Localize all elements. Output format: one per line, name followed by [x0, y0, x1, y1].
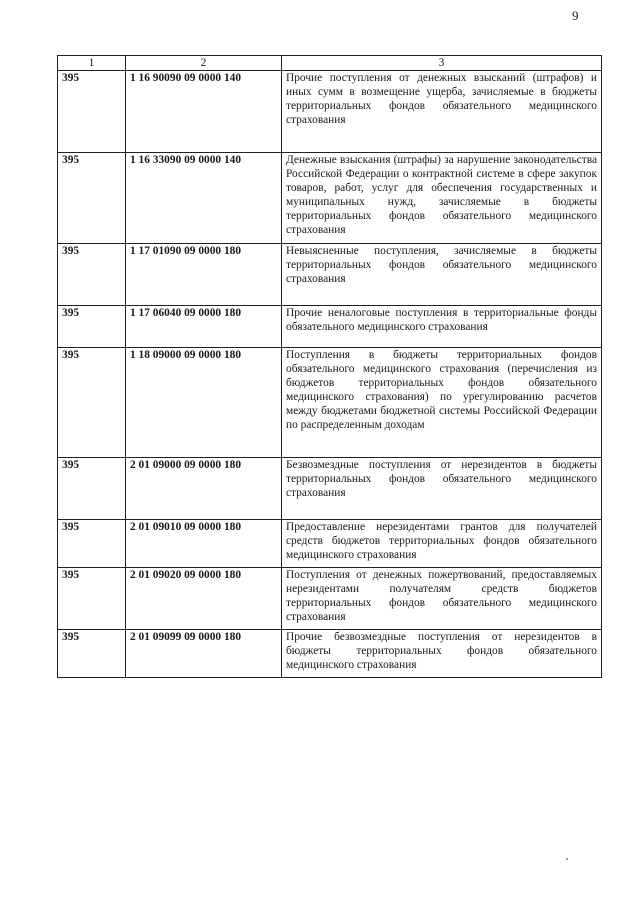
admin-code-cell: 395	[58, 244, 126, 306]
description-cell: Безвозмездные поступления от нерезидентов в бюджеты территориальных фондов обязательного медицинского страхования	[282, 458, 602, 520]
admin-code-cell: 395	[58, 520, 126, 568]
description-cell: Денежные взыскания (штрафы) за нарушение законодательства Российской Федерации о контрактной системе в сфере закупок товаров, работ, услуг для обеспечения государственных и муниципальных нужд, зачисляемые в бюджеты территориальных фондов обязательного медицинского страхования	[282, 153, 602, 244]
scan-speck	[566, 858, 568, 860]
admin-code-cell: 395	[58, 458, 126, 520]
table-row	[58, 153, 602, 244]
kbk-code-cell: 1 16 33090 09 0000 140	[126, 153, 282, 244]
column-header: 3	[282, 56, 602, 71]
table-row	[58, 306, 602, 348]
description-cell: Предоставление нерезидентами грантов для получателей средств бюджетов территориальных фондов обязательного медицинского страхования	[282, 520, 602, 568]
description-cell: Прочие безвозмездные поступления от нерезидентов в бюджеты территориальных фондов обязательного медицинского страхования	[282, 630, 602, 678]
admin-code-cell: 395	[58, 71, 126, 153]
kbk-code-cell: 2 01 09020 09 0000 180	[126, 568, 282, 630]
description-cell: Прочие неналоговые поступления в территориальные фонды обязательного медицинского страхования	[282, 306, 602, 348]
table-row	[58, 71, 602, 153]
table-row	[58, 458, 602, 520]
admin-code-cell: 395	[58, 153, 126, 244]
column-header: 1	[58, 56, 126, 71]
revenue-codes-table	[57, 55, 602, 678]
table-row	[58, 520, 602, 568]
admin-code-cell: 395	[58, 630, 126, 678]
page-number: 9	[572, 8, 579, 23]
table-row	[58, 244, 602, 306]
admin-code-cell: 395	[58, 348, 126, 458]
table-row	[58, 568, 602, 630]
description-cell: Невыясненные поступления, зачисляемые в бюджеты территориальных фондов обязательного медицинского страхования	[282, 244, 602, 306]
kbk-code-cell: 2 01 09000 09 0000 180	[126, 458, 282, 520]
description-cell: Прочие поступления от денежных взысканий (штрафов) и иных сумм в возмещение ущерба, зачисляемые в бюджеты территориальных фондов обязательного медицинского страхования	[282, 71, 602, 153]
header-row	[58, 56, 602, 71]
table-row	[58, 348, 602, 458]
kbk-code-cell: 1 17 06040 09 0000 180	[126, 306, 282, 348]
kbk-code-cell: 1 18 09000 09 0000 180	[126, 348, 282, 458]
kbk-code-cell: 1 17 01090 09 0000 180	[126, 244, 282, 306]
admin-code-cell: 395	[58, 306, 126, 348]
kbk-code-cell: 2 01 09099 09 0000 180	[126, 630, 282, 678]
admin-code-cell: 395	[58, 568, 126, 630]
column-header: 2	[126, 56, 282, 71]
description-cell: Поступления от денежных пожертвований, предоставляемых нерезидентами получателям средств бюджетов территориальных фондов обязательного медицинского страхования	[282, 568, 602, 630]
description-cell: Поступления в бюджеты территориальных фондов обязательного медицинского страхования (перечисления из бюджетов территориальных фондов обязательного медицинского страхования) по урегулированию расчетов между бюджетами бюджетной системы Российской Федерации по распределенным доходам	[282, 348, 602, 458]
kbk-code-cell: 1 16 90090 09 0000 140	[126, 71, 282, 153]
table-row	[58, 630, 602, 678]
kbk-code-cell: 2 01 09010 09 0000 180	[126, 520, 282, 568]
